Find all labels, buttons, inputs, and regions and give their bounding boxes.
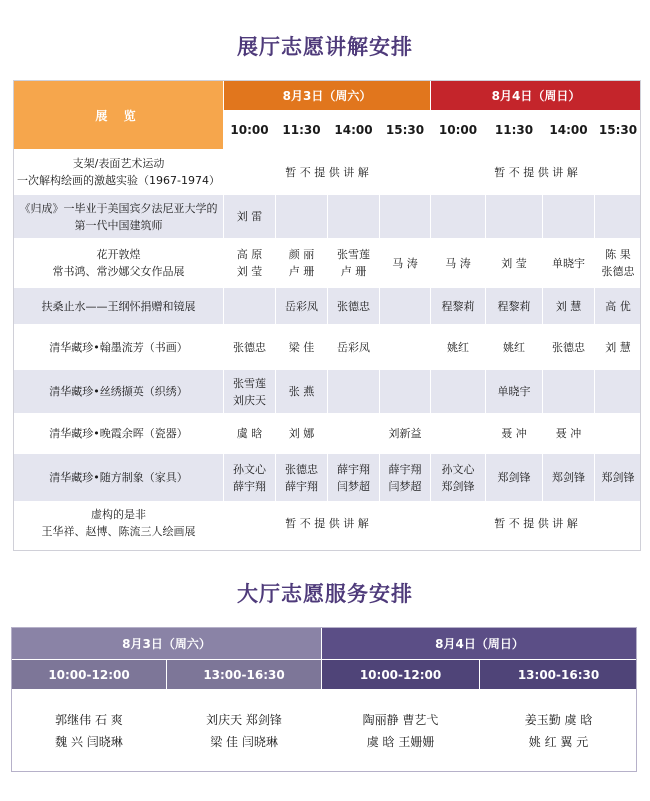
docent-schedule-table: [13, 80, 642, 545]
exhibit-name-line: 清华藏珍•晚霞余晖（瓷器）: [49, 427, 188, 440]
docent-cell: [486, 325, 543, 370]
docent-name: 单晓宇: [497, 385, 531, 398]
docent-cell: [328, 288, 380, 325]
time-header: 14:00: [328, 111, 380, 150]
docent-cell: [543, 370, 595, 414]
docent-cell: [431, 325, 486, 370]
docent-name: 刘 莹: [501, 256, 527, 270]
docent-name: 薛宇翔: [285, 479, 318, 493]
service-name-line: 虞 晗 王姗姗: [366, 734, 435, 749]
exhibit-name-line: 常书鸿、常沙娜父女作品展: [52, 265, 185, 278]
schedule-row: [14, 454, 642, 502]
docent-name: 郑剑锋: [497, 471, 531, 484]
service-name-line: 刘庆天 郑剑锋: [206, 712, 282, 727]
exhibit-name-line: 《归成》一毕业于美国宾夕法尼亚大学的: [19, 201, 218, 215]
docent-name: 姚红: [503, 340, 526, 354]
exhibit-name: [14, 239, 224, 288]
docent-name: 卢 珊: [340, 265, 367, 278]
docent-cell: [486, 454, 543, 502]
schedule-row: [14, 414, 642, 454]
day2-header: 8月4日（周日）: [431, 81, 642, 111]
time-header: 10:00: [224, 111, 276, 150]
docent-name: 卢 珊: [288, 265, 315, 278]
docent-name: 薛宇翔: [233, 479, 266, 493]
docent-name: 闫梦超: [337, 479, 370, 493]
schedule-row: [14, 370, 642, 414]
docent-name: 薛宇翔: [388, 462, 422, 476]
exhibit-name-line: 扶桑止水——王纲怀捐赠和镜展: [41, 299, 196, 313]
docent-cell: [431, 239, 486, 288]
service-day1-header: 8月3日（周六）: [12, 628, 322, 660]
docent-cell: [328, 325, 380, 370]
service-name-line: 魏 兴 闫晓琳: [55, 734, 123, 749]
schedule-row: [14, 325, 642, 370]
docent-name: 张德忠: [337, 299, 370, 313]
docent-name: 马 涛: [445, 256, 471, 270]
docent-name: 张雪莲: [233, 376, 266, 390]
docent-cell: [224, 239, 276, 288]
docent-cell: [328, 195, 380, 239]
service-name-line: 梁 佳 闫晓琳: [210, 734, 278, 749]
docent-cell: [224, 414, 276, 454]
docent-name: 高 优: [605, 299, 631, 313]
time-header: 11:30: [486, 111, 543, 150]
service-name-line: 姜玉勤 虞 晗: [524, 712, 593, 727]
docent-cell: [224, 454, 276, 502]
docent-name: 孙文心: [441, 462, 475, 476]
docent-name: 马 涛: [392, 256, 418, 270]
service-title: 大厅志愿服务安排: [237, 582, 413, 606]
docent-name: 刘 慧: [555, 299, 582, 313]
schedule-row: [14, 195, 642, 239]
schedule-row: [14, 502, 642, 545]
docent-cell: [224, 288, 276, 325]
service-time: 10:00-12:00: [322, 660, 480, 690]
docent-cell: [431, 195, 486, 239]
docent-cell: [543, 288, 595, 325]
docent-cell: [224, 370, 276, 414]
no-tour-notice: 暂 不 提 供 讲 解: [431, 150, 642, 195]
docent-cell: [276, 414, 328, 454]
docent-name: 程黎莉: [441, 299, 475, 313]
docent-cell: [543, 454, 595, 502]
docent-cell: [595, 325, 642, 370]
docent-cell: [486, 288, 543, 325]
time-header: 14:00: [543, 111, 595, 150]
docent-name: 聂 冲: [501, 427, 527, 440]
time-header: 15:30: [595, 111, 642, 150]
service-names: [322, 690, 480, 772]
docent-name: 闫梦超: [388, 479, 422, 493]
docent-name: 聂 冲: [555, 427, 582, 440]
service-day2-header: 8月4日（周日）: [322, 628, 638, 660]
docent-cell: [380, 454, 431, 502]
exhibit-name: [14, 370, 224, 414]
exhibit-name: [14, 195, 224, 239]
service-names: [12, 690, 167, 772]
service-schedule-table: [11, 627, 638, 772]
docent-name: 张德忠: [285, 462, 318, 476]
service-name-line: 陶丽静 曹艺弋: [362, 712, 439, 727]
docent-cell: [543, 239, 595, 288]
docent-cell: [486, 195, 543, 239]
docent-name: 虞 晗: [236, 427, 263, 440]
exhibit-name-line: 王华祥、赵博、陈流三人绘画展: [41, 525, 196, 538]
docent-name: 岳彩凤: [337, 340, 370, 354]
docent-cell: [276, 288, 328, 325]
exhibit-name: [14, 288, 224, 325]
no-tour-notice: 暂 不 提 供 讲 解: [224, 502, 431, 545]
exhibit-name-line: 清华藏珍•翰墨流芳（书画）: [49, 340, 188, 354]
docent-cell: [486, 239, 543, 288]
service-time: 13:00-16:30: [167, 660, 322, 690]
docent-name: 张德忠: [552, 340, 586, 354]
docent-cell: [380, 239, 431, 288]
docent-cell: [276, 454, 328, 502]
docent-name: 程黎莉: [497, 299, 531, 313]
docent-cell: [380, 414, 431, 454]
schedule-title: 展厅志愿讲解安排: [237, 35, 413, 59]
day1-header: 8月3日（周六）: [224, 81, 431, 111]
docent-name: 刘 莹: [236, 265, 263, 278]
docent-cell: [595, 288, 642, 325]
docent-cell: [543, 414, 595, 454]
docent-name: 郑剑锋: [601, 471, 635, 484]
docent-name: 刘 娜: [288, 427, 315, 440]
docent-cell: [543, 325, 595, 370]
docent-name: 岳彩凤: [285, 299, 318, 313]
docent-name: 孙文心: [233, 462, 266, 476]
schedule-row: [14, 239, 642, 288]
docent-cell: [380, 370, 431, 414]
docent-name: 郑剑锋: [552, 471, 586, 484]
docent-cell: [595, 239, 642, 288]
no-tour-notice: 暂 不 提 供 讲 解: [224, 150, 431, 195]
docent-cell: [431, 454, 486, 502]
docent-cell: [431, 288, 486, 325]
docent-cell: [595, 454, 642, 502]
docent-cell: [595, 195, 642, 239]
docent-name: 张德忠: [233, 340, 266, 354]
service-name-line: 郭继伟 石 爽: [55, 712, 123, 727]
docent-cell: [380, 325, 431, 370]
docent-name: 刘 雷: [236, 210, 263, 223]
docent-name: 郑剑锋: [441, 479, 475, 493]
exhibit-header: 展 览: [14, 81, 224, 150]
time-header: 15:30: [380, 111, 431, 150]
docent-cell: [380, 288, 431, 325]
service-name-line: 姚 红 翼 元: [528, 734, 589, 749]
docent-cell: [328, 370, 380, 414]
schedule-row: [14, 150, 642, 195]
time-header: 11:30: [276, 111, 328, 150]
exhibit-name: [14, 502, 224, 545]
docent-cell: [224, 195, 276, 239]
docent-name: 张雪莲: [337, 248, 370, 261]
docent-cell: [276, 325, 328, 370]
exhibit-name: [14, 454, 224, 502]
docent-cell: [543, 195, 595, 239]
schedule-row: [14, 288, 642, 325]
docent-name: 薛宇翔: [337, 462, 370, 476]
service-time: 10:00-12:00: [12, 660, 167, 690]
docent-cell: [328, 239, 380, 288]
docent-cell: [595, 414, 642, 454]
docent-cell: [431, 414, 486, 454]
docent-cell: [595, 370, 642, 414]
exhibit-name-line: 清华藏珍•随方制象（家具）: [49, 471, 188, 484]
docent-cell: [486, 414, 543, 454]
docent-name: 高 原: [236, 248, 263, 261]
time-header: 10:00: [431, 111, 486, 150]
docent-name: 刘庆天: [233, 393, 266, 407]
docent-name: 张 燕: [288, 385, 315, 398]
docent-name: 梁 佳: [288, 340, 315, 354]
docent-cell: [224, 325, 276, 370]
docent-name: 单晓宇: [552, 256, 586, 270]
exhibit-name: [14, 414, 224, 454]
service-names: [480, 690, 638, 772]
docent-name: 陈 果: [605, 248, 631, 261]
exhibit-name: [14, 325, 224, 370]
no-tour-notice: 暂 不 提 供 讲 解: [431, 502, 642, 545]
docent-name: 姚红: [447, 340, 470, 354]
exhibit-name-line: 虚构的是非: [91, 508, 146, 521]
docent-name: 刘 慧: [605, 340, 631, 354]
docent-cell: [431, 370, 486, 414]
docent-cell: [276, 370, 328, 414]
exhibit-name-line: 一次解构绘画的激越实验（1967-1974）: [17, 174, 220, 187]
docent-cell: [380, 195, 431, 239]
service-names: [167, 690, 322, 772]
exhibit-name-line: 第一代中国建筑师: [74, 218, 163, 232]
docent-cell: [276, 195, 328, 239]
docent-name: 刘新益: [388, 427, 422, 440]
docent-cell: [486, 370, 543, 414]
exhibit-name-line: 支架/表面艺术运动: [72, 157, 165, 170]
exhibit-name: [14, 150, 224, 195]
docent-name: 张德忠: [601, 265, 635, 278]
docent-name: 颜 丽: [288, 248, 315, 261]
service-time: 13:00-16:30: [480, 660, 638, 690]
exhibit-name-line: 清华藏珍•丝绣撷英（织绣）: [49, 385, 188, 398]
docent-cell: [328, 454, 380, 502]
exhibit-name-line: 花开敦煌: [96, 248, 141, 261]
docent-cell: [276, 239, 328, 288]
docent-cell: [328, 414, 380, 454]
